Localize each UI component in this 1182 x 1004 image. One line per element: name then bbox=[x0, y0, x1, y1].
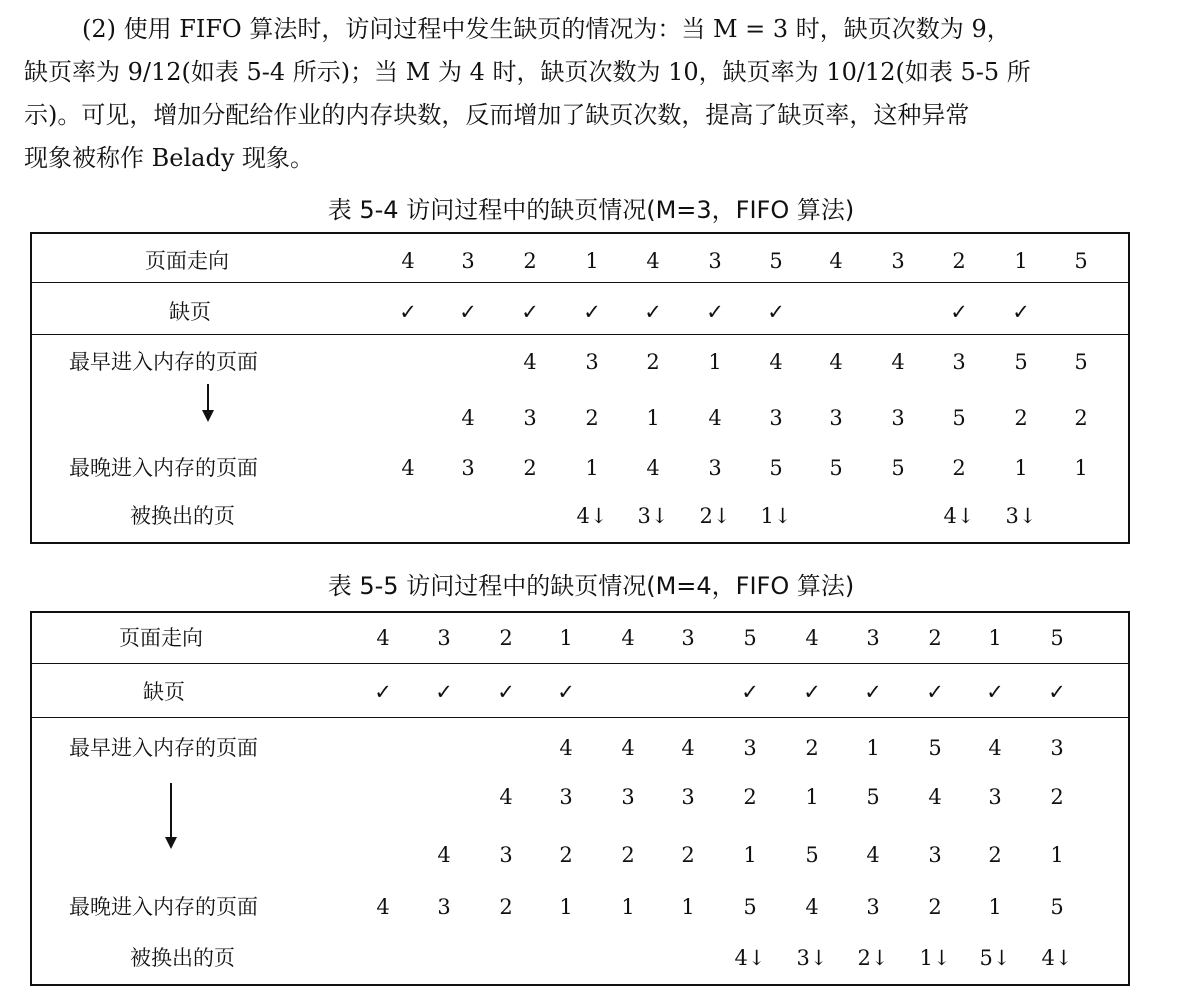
table-cell: 3 bbox=[988, 785, 1002, 809]
row-label: 缺页 bbox=[143, 680, 185, 704]
table-cell: 5 bbox=[769, 249, 783, 273]
table-cell: 1 bbox=[743, 843, 757, 867]
table-cell: 5↓ bbox=[979, 946, 1011, 970]
table-cell: 5 bbox=[743, 895, 757, 919]
table-cell: 3 bbox=[585, 350, 599, 374]
table-cell: 2 bbox=[681, 843, 695, 867]
table-cell: ✓ bbox=[521, 300, 539, 324]
row-divider bbox=[32, 282, 1128, 283]
table-cell: 2 bbox=[743, 785, 757, 809]
paragraph-line: 现象被称作 Belady 现象。 bbox=[24, 144, 315, 172]
table-row bbox=[32, 618, 1128, 658]
paragraph-line: (2) 使用 FIFO 算法时，访问过程中发生缺页的情况为：当 M = 3 时，缺页次数为 9， bbox=[82, 15, 1011, 43]
table-cell: 4 bbox=[646, 456, 660, 480]
table-cell: 4 bbox=[988, 736, 1002, 760]
table-cell: 3 bbox=[461, 456, 475, 480]
table-cell: 4 bbox=[621, 736, 635, 760]
table-cell: ✓ bbox=[803, 680, 821, 704]
table-cell: 2 bbox=[585, 406, 599, 430]
table-row bbox=[32, 835, 1128, 875]
table-cell: ✓ bbox=[950, 300, 968, 324]
table-cell: 2 bbox=[499, 626, 513, 650]
table-cell: 1 bbox=[1014, 456, 1028, 480]
row-label: 页面走向 bbox=[145, 249, 229, 273]
table-cell: 3 bbox=[769, 406, 783, 430]
table-cell: ✓ bbox=[741, 680, 759, 704]
table-cell: 5 bbox=[1050, 895, 1064, 919]
table-cell: 3↓ bbox=[1005, 504, 1037, 528]
table-cell: ✓ bbox=[497, 680, 515, 704]
table-cell: 5 bbox=[743, 626, 757, 650]
table-cell: 5 bbox=[1074, 249, 1088, 273]
table-cell: 3 bbox=[708, 249, 722, 273]
table-cell: 1 bbox=[559, 626, 573, 650]
table-cell: ✓ bbox=[399, 300, 417, 324]
table-row bbox=[32, 672, 1128, 712]
table-row bbox=[32, 448, 1128, 488]
table-cell: 4 bbox=[499, 785, 513, 809]
table1-caption: 表 5-4 访问过程中的缺页情况(M=3，FIFO 算法) bbox=[327, 196, 855, 224]
table-cell: 4 bbox=[805, 895, 819, 919]
table-cell: 2 bbox=[805, 736, 819, 760]
table-cell: 1 bbox=[866, 736, 880, 760]
table-cell: 4↓ bbox=[576, 504, 608, 528]
table-cell: 4 bbox=[646, 249, 660, 273]
row-label: 缺页 bbox=[169, 300, 211, 324]
table-cell: ✓ bbox=[557, 680, 575, 704]
table-cell: 4 bbox=[829, 249, 843, 273]
table-cell: 5 bbox=[769, 456, 783, 480]
table-cell: 4↓ bbox=[943, 504, 975, 528]
table-5-4 bbox=[30, 232, 1130, 544]
table-cell: 3 bbox=[499, 843, 513, 867]
table-cell: 1 bbox=[1074, 456, 1088, 480]
table-row bbox=[32, 777, 1128, 817]
table-cell: 3 bbox=[743, 736, 757, 760]
table-5-5 bbox=[30, 611, 1130, 986]
table-cell: 1 bbox=[621, 895, 635, 919]
table-cell: 3 bbox=[928, 843, 942, 867]
down-arrow-icon bbox=[207, 384, 209, 412]
table-cell: 3 bbox=[829, 406, 843, 430]
table-cell: 2 bbox=[523, 456, 537, 480]
table-cell: 3 bbox=[461, 249, 475, 273]
table-cell: 5 bbox=[866, 785, 880, 809]
table-row bbox=[32, 887, 1128, 927]
table-cell: 4↓ bbox=[1041, 946, 1073, 970]
table-cell: 2 bbox=[952, 249, 966, 273]
table-cell: 1↓ bbox=[760, 504, 792, 528]
table-cell: 2 bbox=[499, 895, 513, 919]
table-cell: 2 bbox=[646, 350, 660, 374]
table-cell: ✓ bbox=[986, 680, 1004, 704]
table-cell: 4 bbox=[805, 626, 819, 650]
row-label: 最早进入内存的页面 bbox=[69, 736, 258, 760]
table-cell: 3 bbox=[866, 626, 880, 650]
table-cell: 5 bbox=[1074, 350, 1088, 374]
table-cell: 2 bbox=[928, 895, 942, 919]
table-cell: ✓ bbox=[706, 300, 724, 324]
table-cell: ✓ bbox=[1012, 300, 1030, 324]
table-cell: 3 bbox=[866, 895, 880, 919]
table-cell: 4 bbox=[708, 406, 722, 430]
table-cell: 3 bbox=[621, 785, 635, 809]
table-cell: 2↓ bbox=[857, 946, 889, 970]
table-cell: 4 bbox=[928, 785, 942, 809]
table-cell: 2 bbox=[952, 456, 966, 480]
row-label: 被换出的页 bbox=[130, 504, 235, 528]
table-cell: 4 bbox=[891, 350, 905, 374]
table-cell: 3 bbox=[523, 406, 537, 430]
table-cell: 3 bbox=[1050, 736, 1064, 760]
table-cell: 3 bbox=[708, 456, 722, 480]
table-cell: 1 bbox=[708, 350, 722, 374]
table-cell: 4 bbox=[681, 736, 695, 760]
row-label: 最晚进入内存的页面 bbox=[69, 895, 258, 919]
table-cell: 3 bbox=[952, 350, 966, 374]
table-cell: 2↓ bbox=[699, 504, 731, 528]
table-cell: 2 bbox=[988, 843, 1002, 867]
table-cell: 5 bbox=[829, 456, 843, 480]
table-row bbox=[32, 398, 1128, 438]
table-cell: 4 bbox=[401, 249, 415, 273]
table-cell: 1 bbox=[559, 895, 573, 919]
table-cell: 4 bbox=[376, 895, 390, 919]
table-cell: 4 bbox=[769, 350, 783, 374]
table-cell: 5 bbox=[1050, 626, 1064, 650]
table-cell: ✓ bbox=[767, 300, 785, 324]
table-cell: 5 bbox=[952, 406, 966, 430]
table-cell: ✓ bbox=[644, 300, 662, 324]
table-row bbox=[32, 292, 1128, 332]
row-label: 页面走向 bbox=[119, 626, 203, 650]
table-cell: 3 bbox=[437, 626, 451, 650]
table-cell: 1 bbox=[805, 785, 819, 809]
table-cell: 5 bbox=[928, 736, 942, 760]
table-cell: 4 bbox=[829, 350, 843, 374]
table-cell: ✓ bbox=[1048, 680, 1066, 704]
table2-caption: 表 5-5 访问过程中的缺页情况(M=4，FIFO 算法) bbox=[327, 572, 855, 600]
table-cell: 4 bbox=[437, 843, 451, 867]
table-cell: 1 bbox=[646, 406, 660, 430]
table-cell: 4 bbox=[559, 736, 573, 760]
table-cell: ✓ bbox=[435, 680, 453, 704]
table-cell: 1 bbox=[681, 895, 695, 919]
table-cell: 5 bbox=[805, 843, 819, 867]
table-cell: 2 bbox=[621, 843, 635, 867]
table-cell: 4 bbox=[401, 456, 415, 480]
row-divider bbox=[32, 663, 1128, 664]
row-label: 最晚进入内存的页面 bbox=[69, 456, 258, 480]
row-divider bbox=[32, 717, 1128, 718]
row-divider bbox=[32, 334, 1128, 335]
table-cell: 3 bbox=[681, 626, 695, 650]
table-row bbox=[32, 342, 1128, 382]
table-row bbox=[32, 496, 1128, 536]
table-cell: 5 bbox=[891, 456, 905, 480]
table-row bbox=[32, 938, 1128, 978]
table-cell: 2 bbox=[559, 843, 573, 867]
table-cell: 4 bbox=[523, 350, 537, 374]
table-cell: 3↓ bbox=[637, 504, 669, 528]
table-cell: 2 bbox=[523, 249, 537, 273]
table-cell: 4 bbox=[461, 406, 475, 430]
row-label: 被换出的页 bbox=[130, 946, 235, 970]
table-cell: 1 bbox=[585, 456, 599, 480]
table-cell: 4 bbox=[376, 626, 390, 650]
table-cell: 2 bbox=[928, 626, 942, 650]
table-cell: 3 bbox=[891, 249, 905, 273]
table-cell: 1 bbox=[988, 895, 1002, 919]
table-cell: 3↓ bbox=[796, 946, 828, 970]
table-cell: 1 bbox=[988, 626, 1002, 650]
paragraph-line: 示)。可见，增加分配给作业的内存块数，反而增加了缺页次数，提高了缺页率，这种异常 bbox=[24, 101, 970, 129]
intro-paragraph bbox=[24, 8, 1160, 180]
table-cell: 4 bbox=[866, 843, 880, 867]
table-cell: 1 bbox=[1050, 843, 1064, 867]
paragraph-line: 缺页率为 9/12(如表 5-4 所示)；当 M 为 4 时，缺页次数为 10，缺页率为 10/12(如表 5-5 所 bbox=[24, 58, 1031, 86]
table-cell: 1 bbox=[1014, 249, 1028, 273]
table-cell: 3 bbox=[681, 785, 695, 809]
down-arrow-icon bbox=[170, 783, 172, 839]
table-cell: 3 bbox=[559, 785, 573, 809]
table-row bbox=[32, 241, 1128, 281]
table-cell: ✓ bbox=[926, 680, 944, 704]
table-cell: 3 bbox=[437, 895, 451, 919]
table-cell: 3 bbox=[891, 406, 905, 430]
table-cell: 4↓ bbox=[734, 946, 766, 970]
table-cell: 5 bbox=[1014, 350, 1028, 374]
table-cell: ✓ bbox=[583, 300, 601, 324]
table-cell: 1 bbox=[585, 249, 599, 273]
table-cell: 4 bbox=[621, 626, 635, 650]
table-cell: ✓ bbox=[864, 680, 882, 704]
row-label: 最早进入内存的页面 bbox=[69, 350, 258, 374]
table-cell: 2 bbox=[1074, 406, 1088, 430]
table-cell: ✓ bbox=[459, 300, 477, 324]
table-cell: 2 bbox=[1050, 785, 1064, 809]
table-cell: 2 bbox=[1014, 406, 1028, 430]
table-cell: ✓ bbox=[374, 680, 392, 704]
table-row bbox=[32, 728, 1128, 768]
table-cell: 1↓ bbox=[919, 946, 951, 970]
